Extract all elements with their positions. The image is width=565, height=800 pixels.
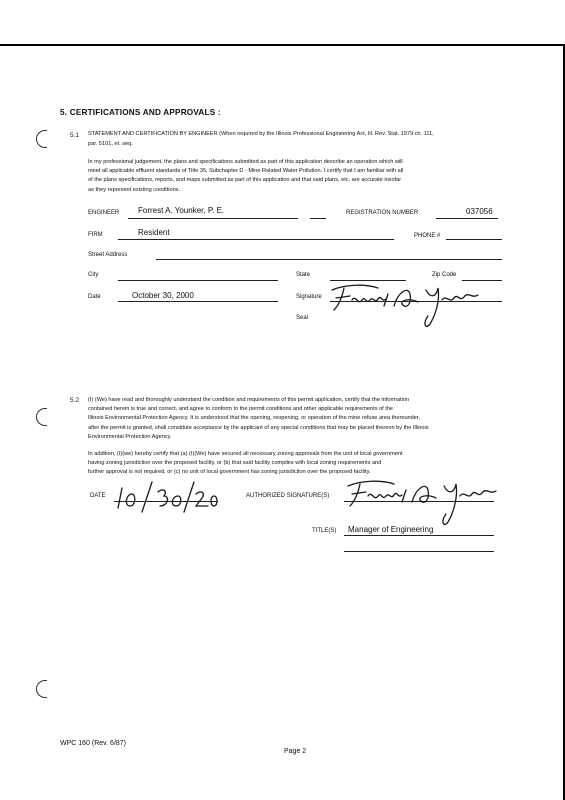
handwritten-date-image [112, 478, 222, 514]
item-number-5-2: 5.2 [70, 397, 79, 404]
title-label: TITLE(S) [312, 528, 337, 534]
applicant-agreement-paragraph [88, 396, 528, 442]
zip-code-label: Zip Code [432, 272, 457, 278]
city-field-line [118, 280, 278, 281]
firm-field-line [118, 239, 394, 240]
engineer-statement-title [88, 130, 528, 149]
page-border-top [0, 44, 565, 46]
paragraph-line: of the plans specifications, reports, and maps submitted as part of this application and that said plans, etc. are accurate insofar [88, 177, 402, 184]
engineer-statement-line: STATEMENT AND CERTIFICATION BY ENGINEER (When required by the Illinois Professional Engineering Act, Ill. Rev. Stat. 1979 ch. 111, [88, 131, 434, 137]
seal-label: Seal [296, 315, 309, 321]
title-line [344, 551, 494, 552]
engineer-statement-line: par. 5101, et. seq. [88, 140, 133, 147]
phone-field-line [446, 239, 502, 240]
firm-value: Resident [138, 228, 170, 237]
paragraph-line: further approval is not required, or (c) no unit of local government has zoning jurisdiction over the proposed facility. [88, 469, 371, 476]
binder-hole-mark [36, 680, 47, 698]
paragraph-line: meet all applicable effluent standards of Title 35, Subchapter D - Mine Related Water Pollution. I certify that I am familiar with all [88, 168, 404, 175]
signature-label: Signature [296, 294, 322, 300]
date-label: Date [88, 294, 101, 300]
paragraph-line: Illinois Environmental Protection Agency. It is understood that the opening, reopening, or operation of the mine refuse area thereunder, [88, 415, 420, 422]
engineer-label: ENGINEER [88, 210, 120, 216]
paragraph-line: In my professional judgement, the plans and specifications submitted as part of this application describe an operation which will [88, 159, 403, 165]
registration-number-label: REGISTRATION NUMBER [346, 210, 419, 216]
firm-label: FIRM [88, 232, 103, 238]
paragraph-line: as they represent existing conditions. [88, 186, 181, 193]
engineer-field-line [310, 218, 326, 219]
engineer-signature-image [326, 280, 486, 332]
authorized-signature-image [340, 474, 510, 532]
form-identifier: WPC 160 (Rev. 6/87) [60, 740, 127, 747]
registration-number-value: 037056 [466, 207, 493, 216]
title-line [344, 535, 494, 536]
paragraph-line: (I) (We) have read and thoroughly understand the condition and requirements of this permit application, certify that the information [88, 397, 410, 403]
registration-field-line [436, 218, 498, 219]
paragraph-line: In addition, (I)(we) hereby certify that (a) (I)(We) have secured all necessary zoning approvals from the unit of local government [88, 451, 403, 457]
item-number-5-1: 5.1 [70, 132, 79, 139]
binder-hole-mark [36, 130, 47, 148]
engineer-field-line [128, 218, 298, 219]
street-field-line [156, 259, 502, 260]
date-value: October 30, 2000 [132, 291, 194, 300]
paragraph-line: Environmental Protection Agency. [88, 433, 172, 440]
phone-label: PHONE # [414, 233, 441, 239]
date-field-line [118, 301, 278, 302]
engineer-judgement-paragraph [88, 158, 528, 195]
section-heading: 5. CERTIFICATIONS AND APPROVALS : [60, 108, 221, 117]
binder-hole-mark [36, 408, 47, 426]
page-number: Page 2 [284, 748, 307, 755]
applicant-date-label: DATE [90, 493, 106, 499]
paragraph-line: contained herein is true and correct, and agree to conform to the permit conditions and other applicable requirements of the [88, 406, 394, 413]
title-value: Manager of Engineering [348, 525, 434, 534]
engineer-value: Forrest A. Younker, P. E. [138, 206, 225, 215]
city-label: City [88, 272, 99, 278]
authorized-signature-label: AUTHORIZED SIGNATURE(S) [246, 493, 330, 499]
street-address-label: Street Address [88, 252, 128, 258]
state-label: State [296, 272, 311, 278]
paragraph-line: having zoning jurisdiction over the proposed facility, or (b) that said facility complies with local zoning requirements and [88, 460, 382, 467]
paragraph-line: after the permit is granted, shall constitute acceptance by the applicant of any special conditions that may be placed thereon by the Illinois [88, 424, 429, 431]
